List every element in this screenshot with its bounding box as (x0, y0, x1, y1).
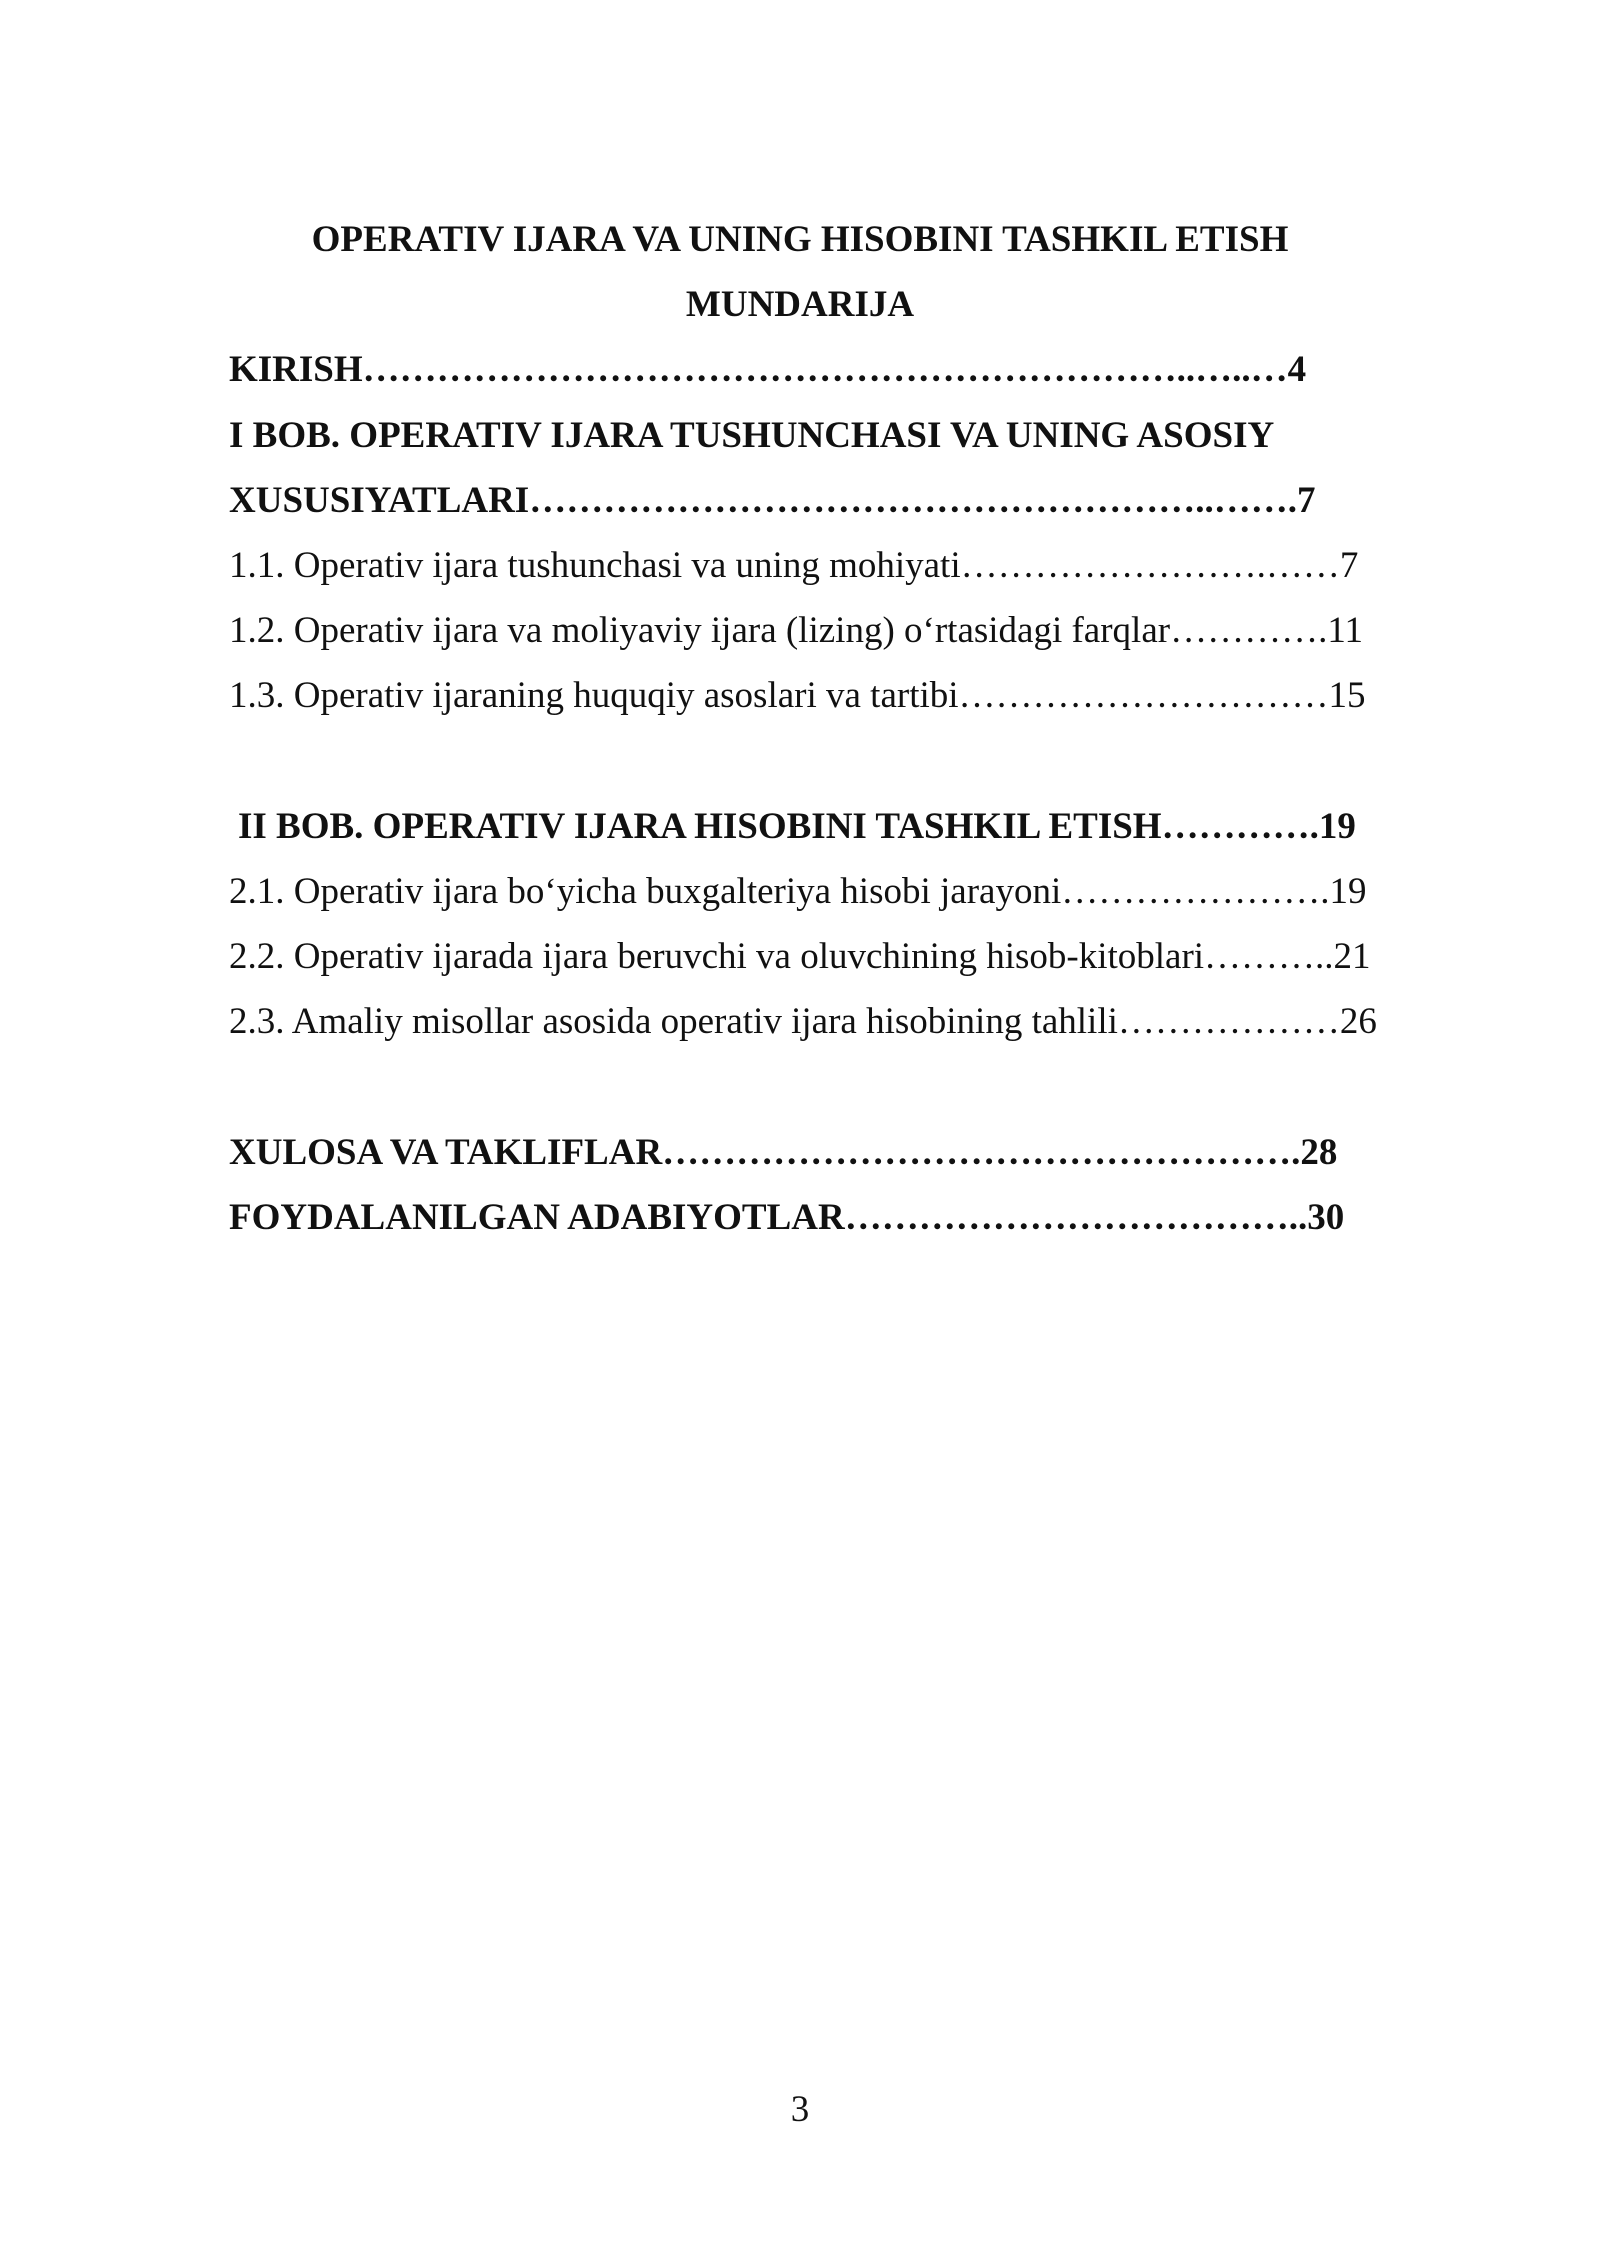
toc-entry-section-1-3: 1.3. Operativ ijaraning huquqiy asoslari va tartibi…………………………15 (229, 675, 1366, 716)
page-number: 3 (790, 2089, 810, 2130)
toc-entry-chapter2: II BOB. OPERATIV IJARA HISOBINI TASHKIL ETISH………….19 (238, 806, 1356, 847)
toc-entry-kirish: KIRISH…………………………………………………………..…..…4 (229, 349, 1307, 390)
toc-entry-section-1-2: 1.2. Operativ ijara va moliyaviy ijara (lizing) o‘rtasidagi farqlar………….11 (229, 610, 1363, 651)
toc-entry-chapter1-line2: XUSUSIYATLARI………………………………………………..…….7 (229, 480, 1316, 521)
toc-entry-xulosa: XULOSA VA TAKLIFLAR…………………………………………….28 (229, 1132, 1338, 1173)
toc-entry-foydalanilgan: FOYDALANILGAN ADABIYOTLAR………………………………..30 (229, 1197, 1345, 1238)
document-title: OPERATIV IJARA VA UNING HISOBINI TASHKIL ETISH (311, 219, 1289, 260)
toc-entry-section-2-2: 2.2. Operativ ijarada ijara beruvchi va oluvchining hisob-kitoblari………..21 (229, 936, 1371, 977)
toc-entry-section-1-1: 1.1. Operativ ijara tushunchasi va uning mohiyati…………………….……7 (229, 545, 1359, 586)
toc-heading: MUNDARIJA (685, 284, 915, 325)
toc-entry-section-2-1: 2.1. Operativ ijara bo‘yicha buxgalteriya hisobi jarayoni………………….19 (229, 871, 1367, 912)
toc-entry-chapter1-line1: I BOB. OPERATIV IJARA TUSHUNCHASI VA UNING ASOSIY (229, 415, 1275, 456)
toc-entry-section-2-3: 2.3. Amaliy misollar asosida operativ ijara hisobining tahlili………………26 (229, 1001, 1377, 1042)
